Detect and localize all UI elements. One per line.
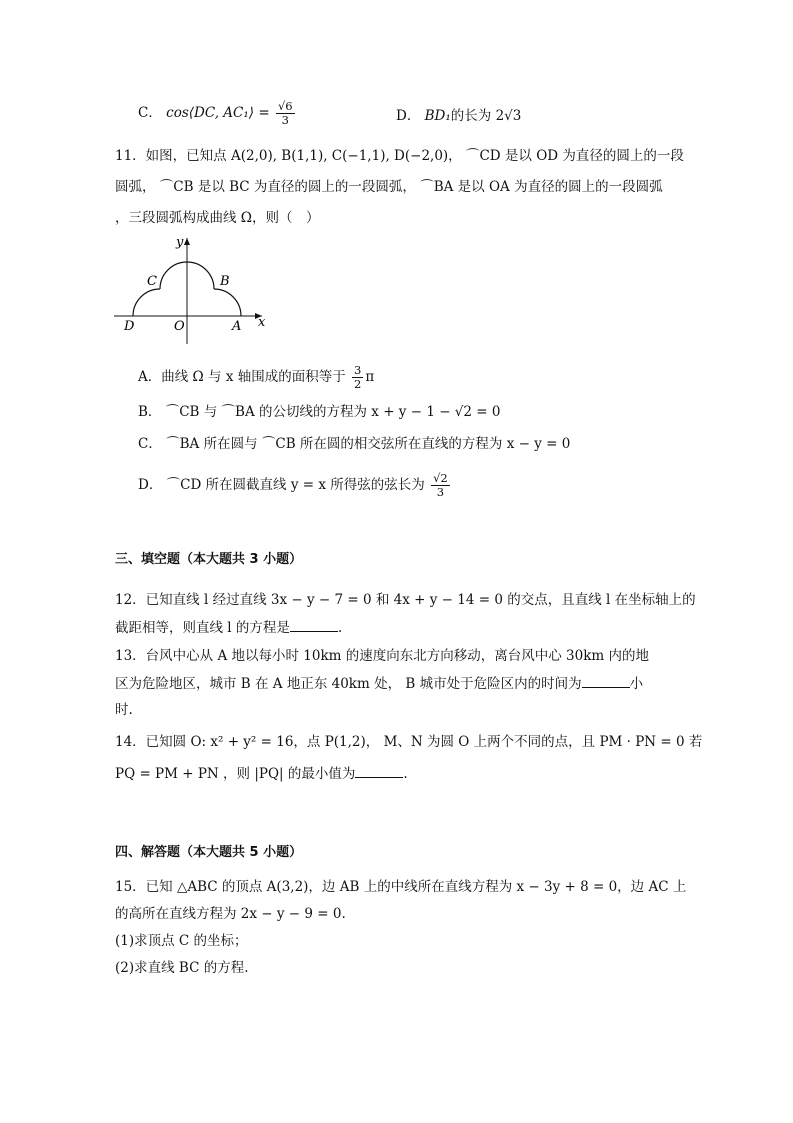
q11-option-d (138, 472, 452, 499)
label-a: A (232, 319, 242, 334)
q13-line-2 (115, 674, 643, 694)
q15-part-2: (2)求直线 BC 的方程. (115, 960, 249, 976)
q12-line-1: 12．已知直线 l 经过直线 3x − y − 7 = 0 和 4x + y − 14 = 0 的交点，且直线 l 在坐标轴上的 (115, 592, 696, 608)
q13-end: 小 (629, 676, 644, 692)
label-o: O (174, 319, 185, 334)
q11-line-1: 11．如图，已知点 A(2,0), B(1,1), C(−1,1), D(−2,0)， ⌒CD 是以 OD 为直径的圆上的一段 (115, 148, 684, 164)
section-4-title: 四、解答题（本大题共 5 小题） (115, 845, 303, 860)
q10-option-d (396, 106, 521, 126)
q13-text: 区为危险地区，城市 B 在 A 地正东 40km 处， B 城市处于危险区内的时间为 (115, 676, 582, 692)
q11-option-c: C． ⌒BA 所在圆与 ⌒CB 所在圆的相交弦所在直线的方程为 x − y = 0 (138, 436, 571, 452)
fraction-denominator: 3 (436, 485, 445, 499)
arc-cd (133, 289, 160, 316)
fraction-denominator: 3 (281, 113, 289, 127)
option-label: C． (138, 105, 162, 121)
section-3-title: 三、填空题（本大题共 3 小题） (115, 552, 303, 567)
option-text: A．曲线 Ω 与 x 轴围成的面积等于 (138, 369, 346, 385)
q12-end: . (337, 620, 343, 636)
q10-option-c (138, 100, 297, 127)
label-d: D (124, 319, 135, 334)
q12-line-2 (115, 618, 342, 638)
segment-name: BD₁ (424, 108, 451, 124)
fraction-numerator: √2 (433, 471, 448, 485)
q15-part-1: (1)求顶点 C 的坐标； (115, 933, 248, 949)
q15-line-1: 15．已知 △ABC 的顶点 A(3,2)，边 AB 上的中线所在直线方程为 x − 3y + 8 = 0，边 AC 上 (115, 879, 687, 895)
cos-suffix: ⟩ = (248, 105, 270, 121)
label-x: x (258, 315, 266, 330)
q11-line-2: 圆弧， ⌒CB 是以 BC 为直径的圆上的一段圆弧， ⌒BA 是以 OA 为直径的圆上的一段圆弧 (115, 179, 663, 195)
label-y: y (176, 235, 184, 250)
option-text: 的长为 2√3 (450, 108, 522, 124)
q11-option-a (138, 364, 374, 391)
fraction-numerator: √6 (277, 99, 293, 113)
arc-ba (214, 289, 241, 316)
q11-option-b: B． ⌒CB 与 ⌒BA 的公切线的方程为 x + y − 1 − √2 = 0 (138, 404, 501, 420)
fraction (276, 100, 295, 127)
q14-end: . (403, 766, 408, 782)
q12-text: 截距相等，则直线 l 的方程是 (115, 620, 290, 636)
q14-line-1: 14．已知圆 O: x² + y² = 16，点 P(1,2)， M、N 为圆 O 上两个不同的点，且 PM · PN = 0 若 (115, 734, 703, 750)
answer-blank (290, 619, 338, 632)
q11-figure (112, 232, 272, 352)
q14-line-2 (115, 764, 408, 784)
q13-line-1: 13．台风中心从 A 地以每小时 10km 的速度向东北方向移动，离台风中心 30km 内的地 (115, 648, 649, 664)
label-c: C (147, 274, 157, 289)
label-b: B (220, 274, 230, 289)
answer-blank (582, 675, 630, 688)
option-suffix: π (365, 369, 375, 385)
fraction (431, 472, 450, 499)
cos-prefix: cos⟨ (166, 105, 195, 121)
q14-text: PQ = PM + PN ，则 |PQ| 的最小值为 (115, 766, 356, 782)
option-label: D． (396, 108, 421, 124)
fraction (352, 364, 363, 391)
q13-line-3: 时. (115, 702, 133, 718)
q11-line-3: ，三段圆弧构成曲线 Ω，则（ ） (115, 210, 320, 226)
fraction-numerator: 3 (354, 363, 362, 377)
answer-blank (355, 765, 403, 778)
fraction-denominator: 2 (354, 377, 362, 391)
y-axis-arrow (184, 238, 190, 245)
vector-pair: DC, AC₁ (194, 105, 249, 121)
option-text: D． ⌒CD 所在圆截直线 y = x 所得弦的弦长为 (138, 477, 425, 493)
q15-line-2: 的高所在直线方程为 2x − y − 9 = 0. (115, 906, 346, 922)
